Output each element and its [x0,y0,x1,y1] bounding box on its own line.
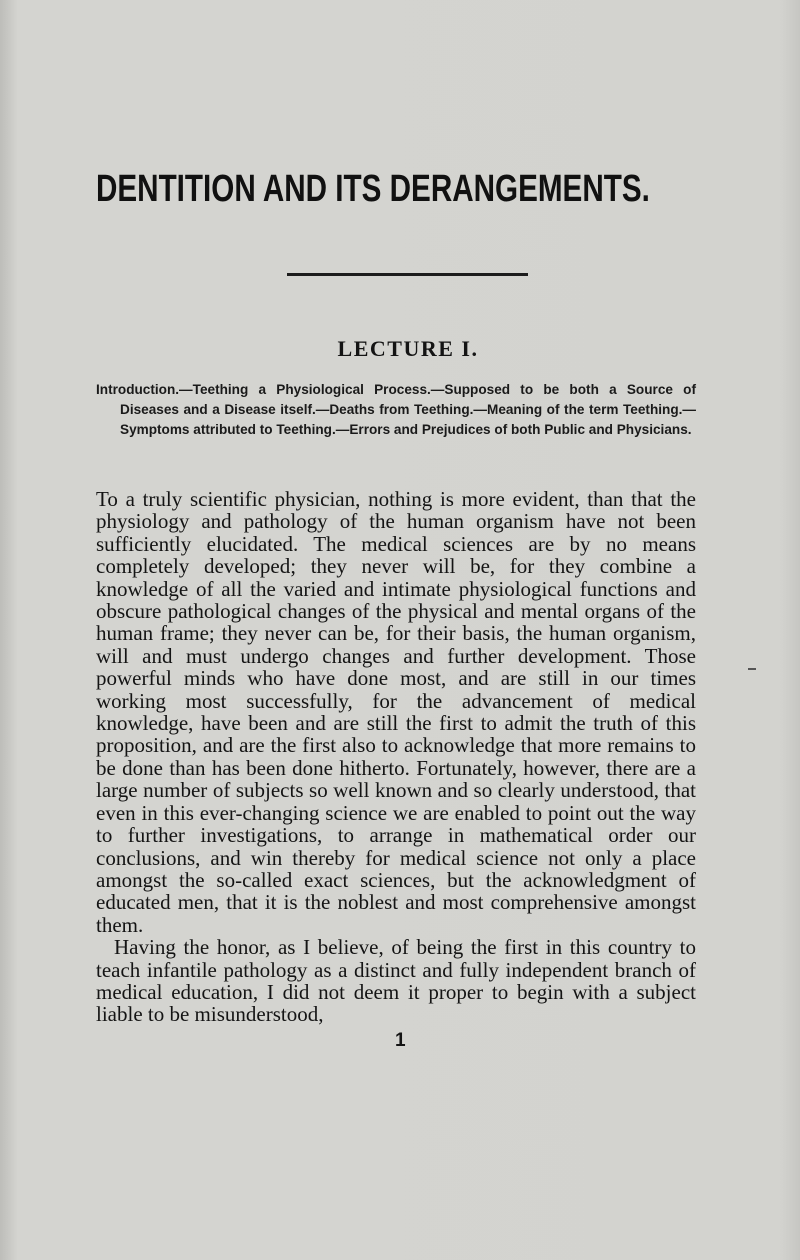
margin-mark [748,668,756,670]
chapter-title: DENTITION AND ITS DERANGEMENTS. [96,168,650,210]
body-text [96,488,696,1026]
paragraph-1: To a truly scientific physician, nothing is more evident, than that the physiology and pathology of the human organism have not been sufficiently elucidated. The medical sciences are by no means completely developed; they never will be, for they combine a knowledge of all the varied and intimate physiological functions and obscure pathological changes of the physical and mental organs of the human frame; they never can be, for their basis, the human organism, will and must undergo changes and further development. Those powerful minds who have done most, and are still in our times working most successfully, for the advancement of medical knowledge, have been and are still the first to admit the truth of this proposition, and are the first also to acknowledge that more remains to be done than has been done hitherto. Fortunately, however, there are a large number of subjects so well known and so clearly understood, that even in this ever-changing science we are enabled to point out the way to further investigations, to arrange in mathematical order our conclusions, and win thereby for medical science not only a place amongst the so-called exact sciences, but the acknowledgment of educated men, that it is the noblest and most comprehensive amongst them. [96,487,696,937]
page-number: 1 [395,1030,406,1051]
title-rule [287,273,528,276]
lecture-heading: LECTURE I. [337,336,479,361]
paragraph-2: Having the honor, as I believe, of being the first in this country to teach infantile pathology as a distinct and fully independent branch of medical education, I did not deem it proper to begin with a subject liable to be misunderstood, [96,935,696,1027]
lecture-summary: Introduction.—Teething a Physiological Process.—Supposed to be both a Source of Diseases and a Disease itself.—Deaths from Teething.—Meaning of the term Teething.—Symptoms attributed to Teething.—Errors and Prejudices of both Public and Physicians. [96,382,696,437]
